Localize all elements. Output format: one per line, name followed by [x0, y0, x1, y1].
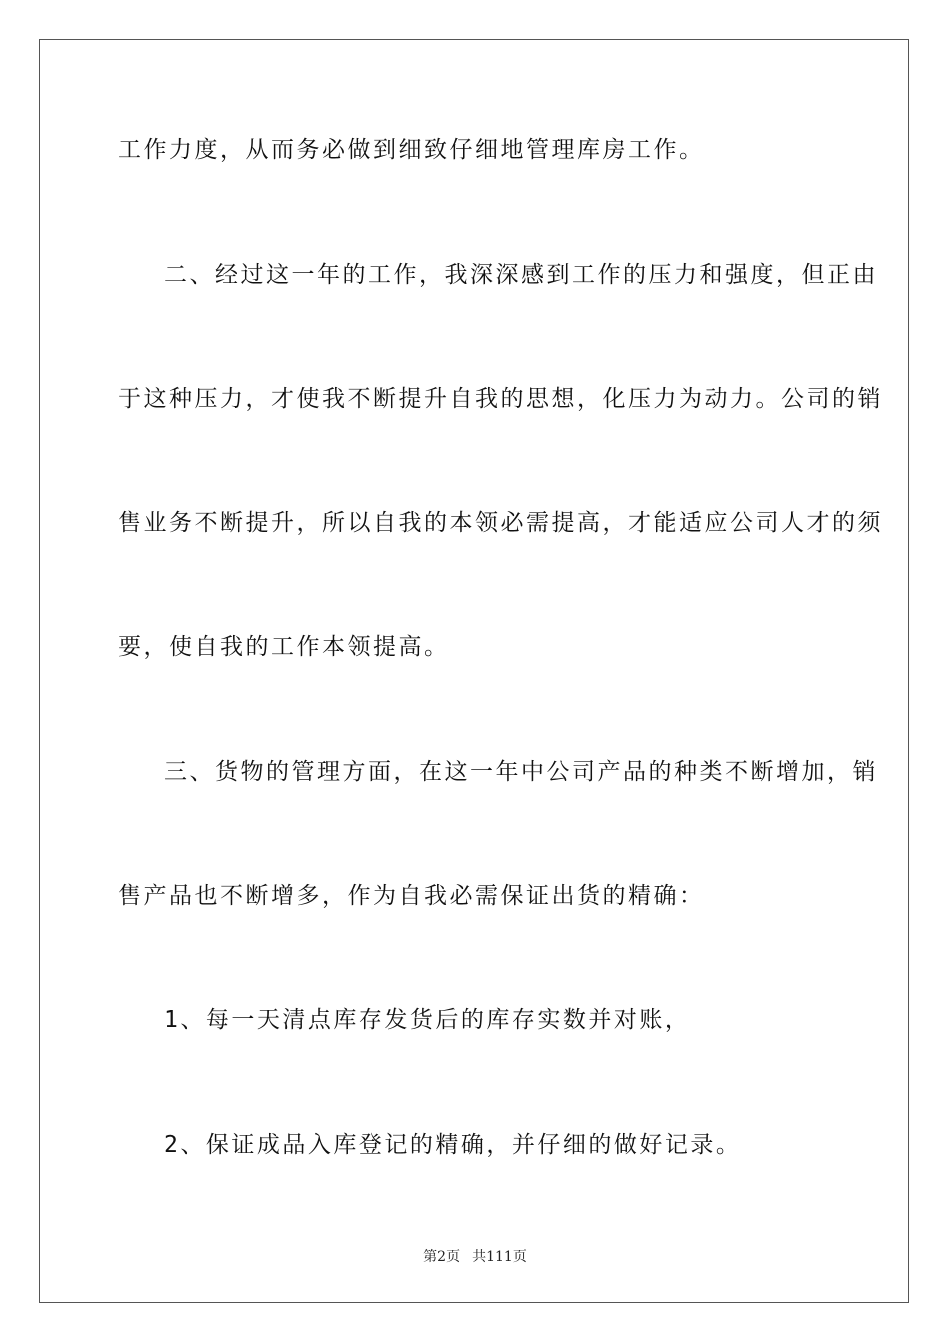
text-line-2: 二、经过这一年的工作，我深深感到工作的压力和强度，但正由 [164, 262, 878, 288]
text-line-1: 工作力度，从而务必做到细致仔细地管理库房工作。 [118, 137, 705, 163]
page-total: 共111页 [472, 1249, 527, 1265]
text-line-8: 1、每一天清点库存发货后的库存实数并对账， [164, 1007, 691, 1033]
text-line-9: 2、保证成品入库登记的精确，并仔细的做好记录。 [164, 1132, 742, 1158]
text-line-7: 售产品也不断增多，作为自我必需保证出货的精确： [118, 883, 705, 909]
text-line-5: 要，使自我的工作本领提高。 [118, 634, 450, 660]
text-line-3: 于这种压力，才使我不断提升自我的思想，化压力为动力。公司的销 [118, 386, 883, 412]
text-line-6: 三、货物的管理方面，在这一年中公司产品的种类不断增加，销 [164, 759, 878, 785]
page-border [39, 39, 909, 1303]
text-line-4: 售业务不断提升，所以自我的本领必需提高，才能适应公司人才的须 [118, 510, 883, 536]
page-footer [0, 1248, 950, 1266]
page-number: 第2页 [423, 1249, 461, 1265]
